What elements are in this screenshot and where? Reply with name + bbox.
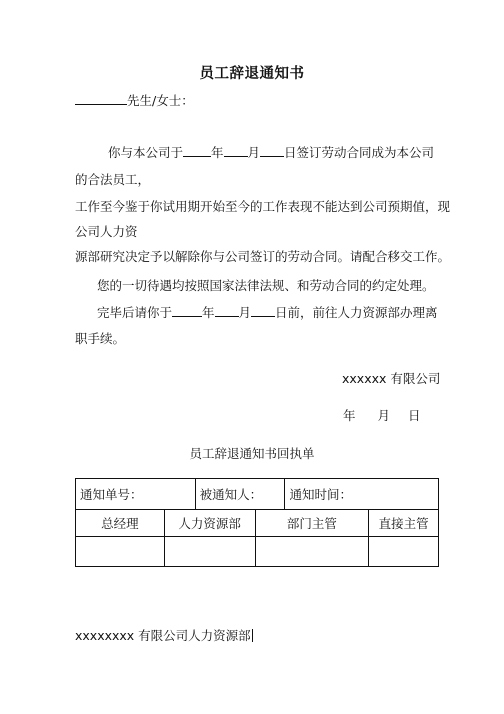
role-department-supervisor: 部门主管 (255, 510, 369, 537)
paragraph-procedure-line2: 职手续。 (75, 331, 126, 346)
name-blank[interactable] (75, 92, 127, 105)
notified-person-field[interactable] (195, 479, 285, 510)
receipt-signature-row (76, 537, 439, 567)
receipt-table (75, 478, 439, 567)
department-supervisor-signature-cell[interactable] (255, 537, 369, 567)
salutation-line (75, 91, 194, 109)
general-manager-signature-cell[interactable] (76, 537, 165, 567)
para1-text-start: 你与本公司于 (108, 145, 184, 160)
leave-year-blank[interactable] (172, 304, 202, 317)
role-direct-supervisor: 直接主管 (369, 510, 439, 537)
sign-day-blank[interactable] (260, 144, 284, 157)
notified-person-label: 被通知人： (199, 487, 263, 502)
receipt-title: 员工辞退通知书回执单 (189, 446, 315, 461)
para4-month-label: 月 (238, 305, 252, 320)
role-general-manager: 总经理 (76, 510, 165, 537)
para1-month-label: 月 (247, 145, 261, 160)
signature-company: xxxxxx 有限公司 (342, 371, 441, 386)
paragraph-contract-line2: 的合法员工， (75, 172, 151, 187)
notice-time-field[interactable] (285, 479, 439, 510)
paragraph-treatment: 您的一切待遇均按照国家法律法规、和劳动合同的约定处理。 (97, 278, 435, 293)
signature-year-label: 年 (343, 408, 356, 423)
sign-year-blank[interactable] (183, 144, 211, 157)
paragraph-reason-line3: 源部研究决定予以解除你与公司签订的劳动合同。请配合移交工作。 (75, 249, 451, 264)
receipt-header-row (76, 479, 439, 510)
salutation-text: 先生/女士： (127, 93, 194, 108)
paragraph-contract-line1 (108, 143, 434, 161)
para4-year-label: 年 (202, 305, 215, 320)
document-title: 员工辞退通知书 (199, 66, 305, 82)
leave-day-blank[interactable] (251, 304, 275, 317)
para4-text-start: 完毕后请你于 (97, 305, 173, 320)
para4-text-end: 日前，前往人力资源部办理离 (275, 305, 438, 320)
signature-date (343, 406, 421, 424)
para1-text-end: 日签订劳动合同成为本公司 (284, 145, 435, 160)
notice-number-label: 通知单号： (80, 487, 143, 502)
receipt-role-row (76, 510, 439, 537)
leave-month-blank[interactable] (215, 304, 239, 317)
paragraph-reason-line2: 公司人力资 (75, 224, 138, 239)
para1-year-label: 年 (211, 145, 224, 160)
footer-issuer: xxxxxxxx 有限公司人力资源部 (75, 628, 251, 643)
signature-month-label: 月 (377, 408, 391, 423)
role-hr-department: 人力资源部 (164, 510, 255, 537)
paragraph-reason-line1: 工作至今鉴于你试用期开始至今的工作表现不能达到公司预期值，现 (75, 199, 451, 214)
notice-number-field[interactable] (76, 479, 196, 510)
hr-department-signature-cell[interactable] (164, 537, 255, 567)
paragraph-procedure-line1 (97, 303, 438, 321)
footer-line[interactable] (75, 626, 253, 644)
notice-time-label: 通知时间： (289, 487, 352, 502)
text-cursor (252, 629, 253, 642)
signature-day-label: 日 (408, 408, 421, 423)
sign-month-blank[interactable] (224, 144, 248, 157)
direct-supervisor-signature-cell[interactable] (369, 537, 439, 567)
